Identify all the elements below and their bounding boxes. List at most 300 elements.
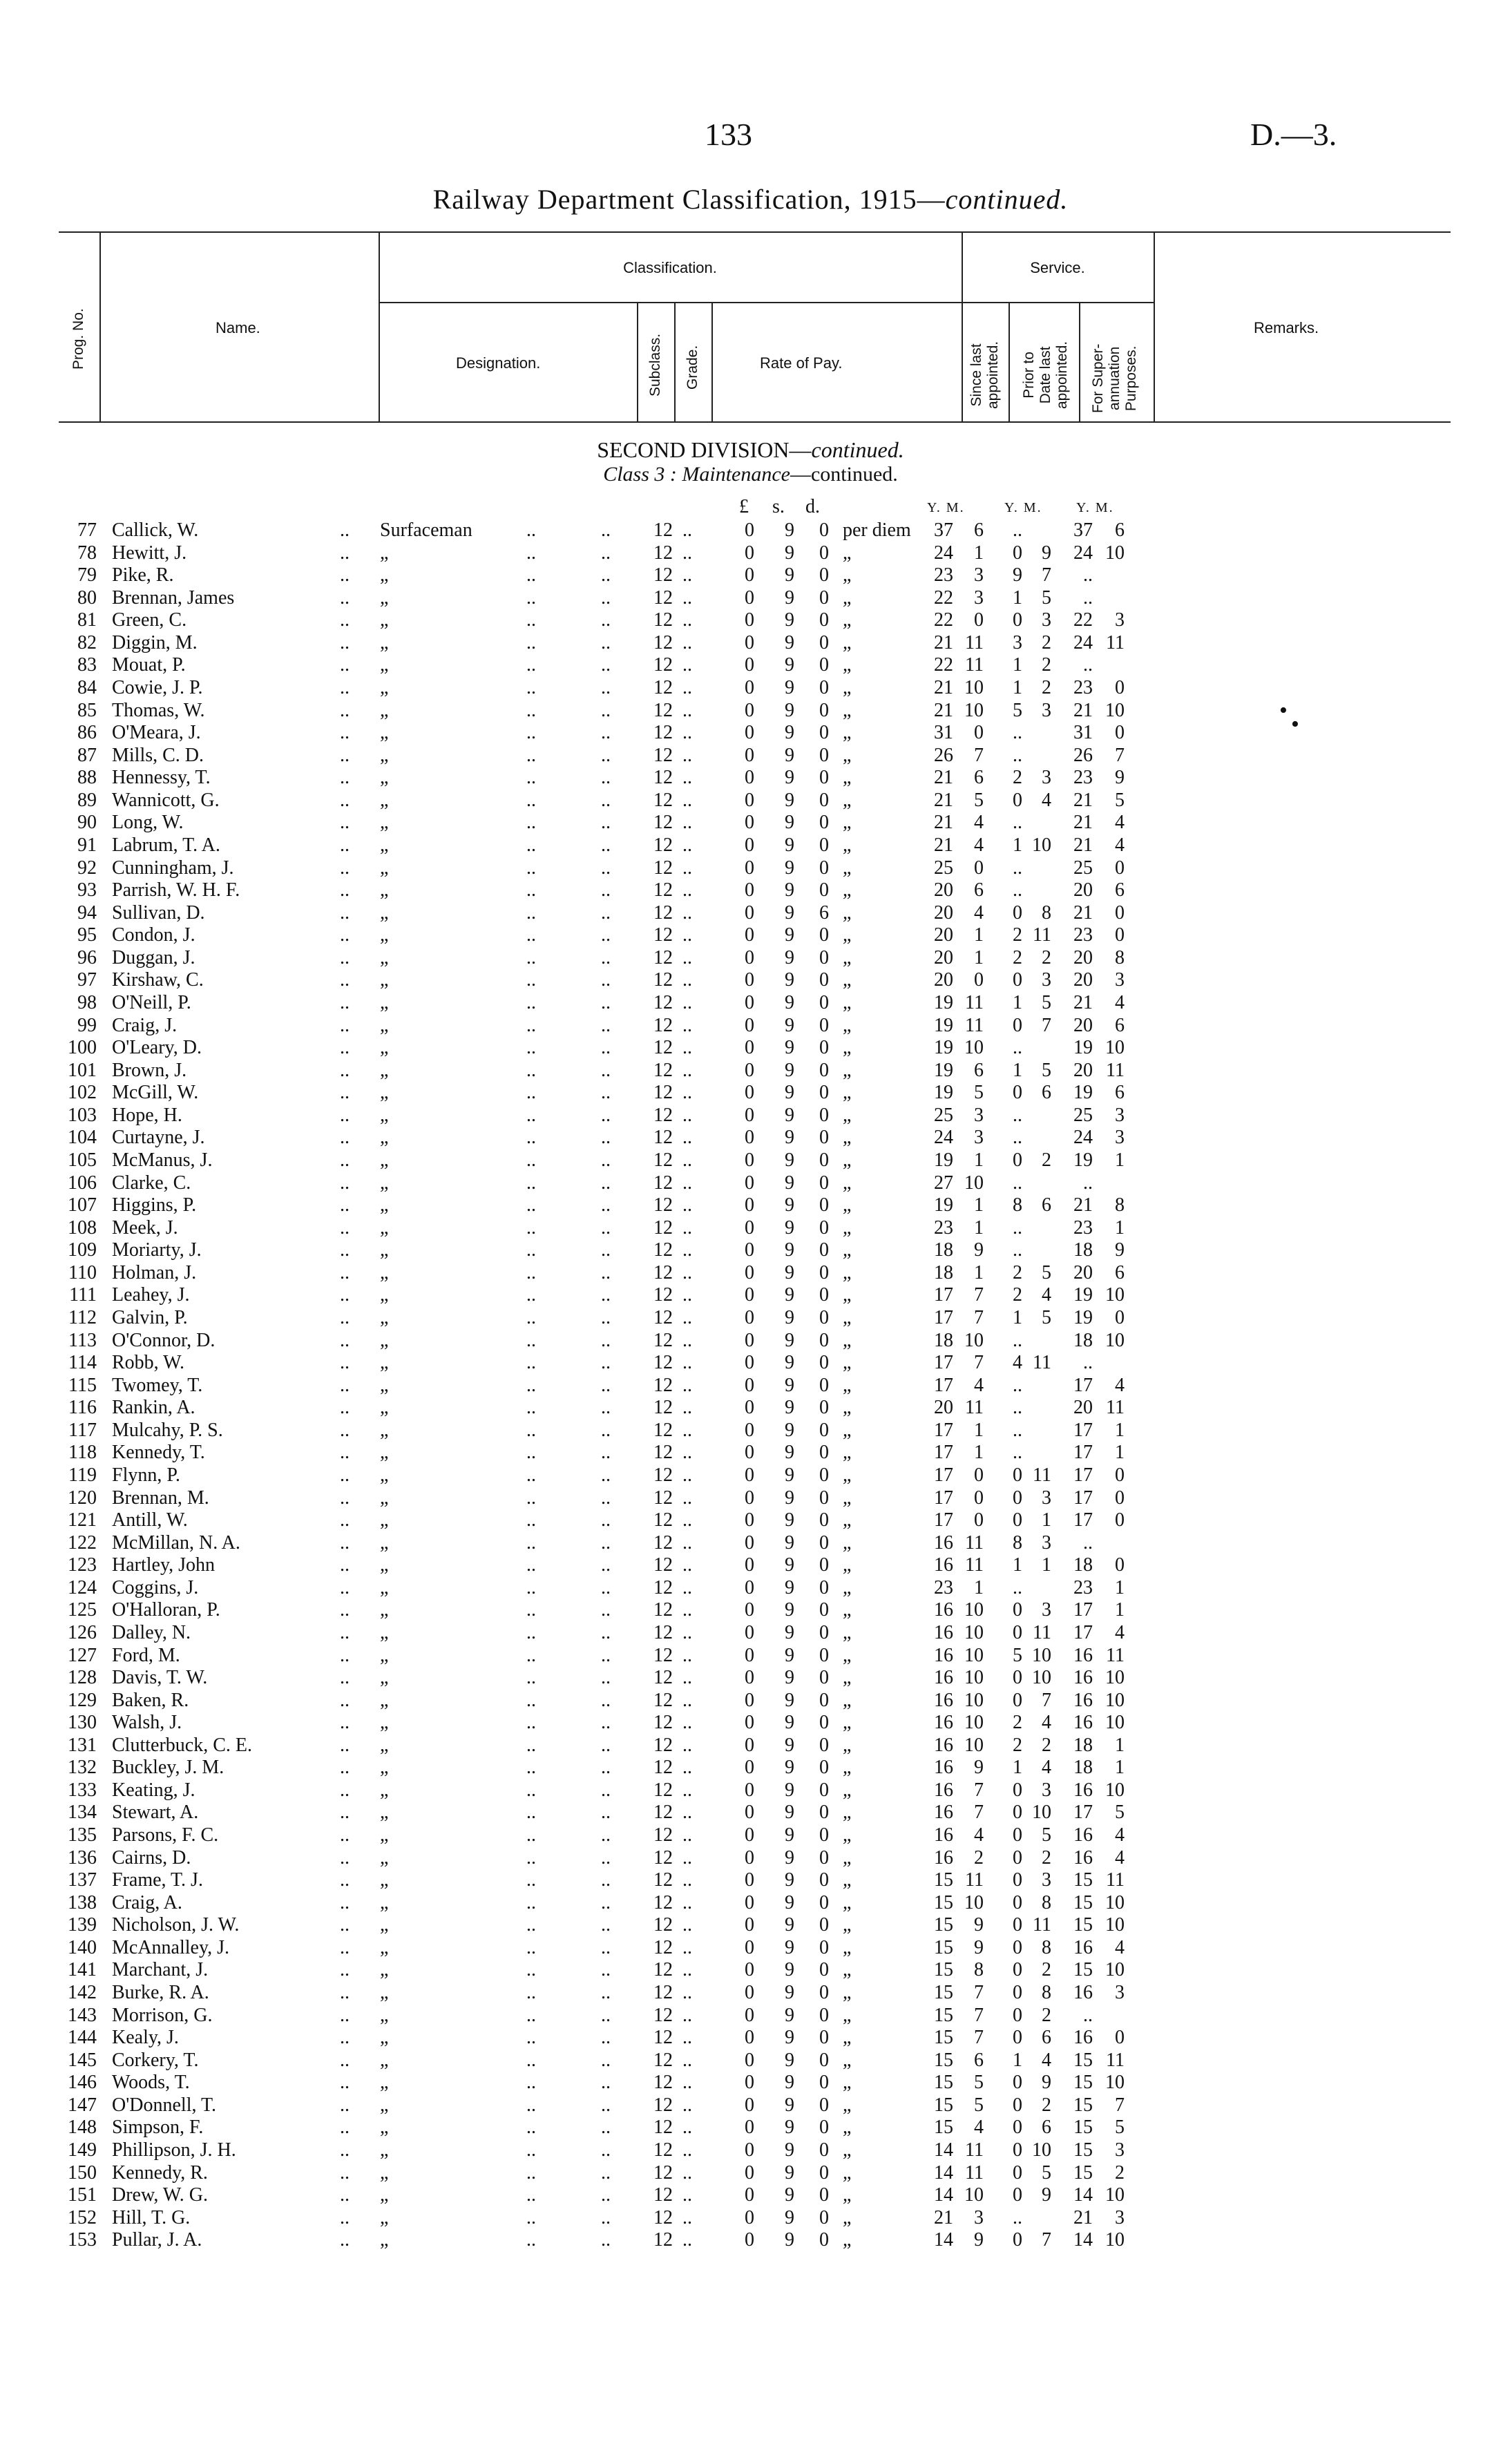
designation: „: [380, 1014, 389, 1036]
pay-shillings: 9: [785, 1261, 794, 1283]
grade: 12: [653, 1846, 673, 1869]
leader-dots: ..: [601, 2184, 611, 2206]
pay-period: „: [843, 2229, 852, 2251]
pay-shillings: 9: [785, 857, 794, 879]
pay-shillings: 9: [785, 744, 794, 766]
prior-years: 2: [1013, 767, 1022, 789]
pay-pence: 0: [819, 609, 829, 631]
prior-years: 2: [1013, 1712, 1022, 1734]
leader-dots: ..: [682, 1644, 692, 1666]
table-row: [0, 1824, 1501, 1846]
pay-pounds: 0: [745, 1284, 754, 1306]
pay-shillings: 9: [785, 1779, 794, 1801]
table-row: [0, 812, 1501, 834]
since-last-months: 1: [974, 924, 984, 946]
super-years: 17: [1073, 1487, 1093, 1509]
pay-period: „: [843, 1644, 852, 1666]
leader-dots: ..: [340, 1802, 350, 1824]
pay-period: „: [843, 2161, 852, 2184]
col-rule-3: [637, 302, 638, 423]
grade: 12: [653, 564, 673, 586]
leader-dots: ..: [526, 1982, 536, 2004]
leader-dots: ..: [340, 1644, 350, 1666]
leader-dots: ..: [526, 2206, 536, 2228]
pay-pence: 0: [819, 654, 829, 676]
grade: 12: [653, 857, 673, 879]
table-row: [0, 1982, 1501, 2004]
super-months: 10: [1105, 542, 1125, 564]
super-years: 21: [1073, 789, 1093, 811]
prior-years: 1: [1013, 991, 1022, 1013]
since-last-years: 14: [934, 2184, 953, 2206]
leader-dots: ..: [601, 654, 611, 676]
leader-dots: ..: [601, 1172, 611, 1194]
leader-dots: ..: [340, 1397, 350, 1419]
leader-dots: ..: [682, 1464, 692, 1486]
leader-dots: ..: [526, 857, 536, 879]
pay-pounds: 0: [745, 586, 754, 609]
pay-pounds: 0: [745, 1194, 754, 1216]
prog-no: 120: [68, 1487, 97, 1509]
prior-years: 0: [1013, 1014, 1022, 1036]
super-years: 37: [1073, 519, 1093, 541]
pay-pence: 0: [819, 1037, 829, 1059]
leader-dots: ..: [601, 1037, 611, 1059]
since-last-years: 26: [934, 744, 953, 766]
leader-dots: ..: [526, 1891, 536, 1913]
table-row: [0, 1352, 1501, 1374]
leader-dots: ..: [526, 1689, 536, 1711]
super-years: 19: [1073, 1082, 1093, 1104]
leader-dots: ..: [601, 767, 611, 789]
pay-shillings: 9: [785, 542, 794, 564]
pay-pounds: 0: [745, 1082, 754, 1104]
since-last-months: 7: [974, 1352, 984, 1374]
prog-no: 145: [68, 2049, 97, 2071]
table-row: [0, 2229, 1501, 2251]
prog-no: 148: [68, 2117, 97, 2139]
leader-dots: ..: [526, 834, 536, 856]
prior-years: 0: [1013, 1779, 1022, 1801]
pay-period: „: [843, 2117, 852, 2139]
pay-pence: 0: [819, 767, 829, 789]
since-last-years: 17: [934, 1442, 953, 1464]
prior-months: 6: [1042, 2027, 1051, 2049]
pay-pence: 0: [819, 1531, 829, 1554]
prog-no: 111: [69, 1284, 97, 1306]
leader-dots: ..: [601, 1216, 611, 1239]
prior-years: ..: [1013, 1216, 1022, 1239]
designation: „: [380, 1621, 389, 1643]
leader-dots: ..: [682, 1734, 692, 1756]
since-last-years: 15: [934, 1982, 953, 2004]
pay-pence: 0: [819, 879, 829, 901]
grade: 12: [653, 1779, 673, 1801]
leader-dots: ..: [601, 699, 611, 721]
super-months: 4: [1115, 834, 1125, 856]
pay-shillings: 9: [785, 1734, 794, 1756]
super-months: 8: [1115, 946, 1125, 968]
super-years: 23: [1073, 924, 1093, 946]
leader-dots: ..: [682, 1959, 692, 1981]
leader-dots: ..: [340, 879, 350, 901]
designation: „: [380, 991, 389, 1013]
table-row: [0, 834, 1501, 857]
pay-shillings: 9: [785, 2139, 794, 2161]
designation: „: [380, 1509, 389, 1531]
super-months: 5: [1115, 789, 1125, 811]
pay-pounds: 0: [745, 789, 754, 811]
super-years: 15: [1073, 2094, 1093, 2116]
grade: 12: [653, 2027, 673, 2049]
employee-name: Hill, T. G.: [112, 2206, 191, 2228]
super-years: 22: [1073, 609, 1093, 631]
pay-period: „: [843, 1352, 852, 1374]
prog-no: 142: [68, 1982, 97, 2004]
prog-no: 113: [68, 1329, 97, 1351]
since-last-months: 7: [974, 1306, 984, 1328]
table-row: [0, 1869, 1501, 1891]
prior-years: 0: [1013, 901, 1022, 924]
pay-period: „: [843, 1014, 852, 1036]
leader-dots: ..: [526, 2117, 536, 2139]
pay-shillings: 9: [785, 586, 794, 609]
since-last-months: 10: [964, 699, 984, 721]
leader-dots: ..: [526, 1959, 536, 1981]
prior-months: 5: [1042, 2161, 1051, 2184]
prior-years: ..: [1013, 1104, 1022, 1126]
pay-shillings: 9: [785, 1554, 794, 1576]
prior-months: 11: [1033, 1914, 1051, 1936]
pay-shillings: 9: [785, 1329, 794, 1351]
since-last-months: 10: [964, 676, 984, 698]
pay-period: „: [843, 676, 852, 698]
leader-dots: ..: [601, 1914, 611, 1936]
leader-dots: ..: [340, 924, 350, 946]
prior-months: 3: [1042, 1487, 1051, 1509]
prior-months: 11: [1033, 1352, 1051, 1374]
pay-shillings: 9: [785, 676, 794, 698]
prog-no: 123: [68, 1554, 97, 1576]
super-years: 18: [1073, 1239, 1093, 1261]
leader-dots: ..: [340, 1982, 350, 2004]
table-row: [0, 2117, 1501, 2139]
prior-years: 0: [1013, 2004, 1022, 2026]
prog-no: 107: [68, 1194, 97, 1216]
super-years: ..: [1083, 1172, 1093, 1194]
leader-dots: ..: [682, 1824, 692, 1846]
leader-dots: ..: [601, 1644, 611, 1666]
prog-no: 121: [68, 1509, 97, 1531]
leader-dots: ..: [601, 789, 611, 811]
super-months: 5: [1115, 1802, 1125, 1824]
grade: 12: [653, 2161, 673, 2184]
leader-dots: ..: [682, 1576, 692, 1598]
since-last-years: 22: [934, 586, 953, 609]
pay-period: „: [843, 1936, 852, 1958]
super-months: 0: [1115, 1306, 1125, 1328]
employee-name: Keating, J.: [112, 1779, 195, 1801]
super-months: 3: [1115, 609, 1125, 631]
leader-dots: ..: [340, 1757, 350, 1779]
pay-pounds: 0: [745, 2229, 754, 2251]
pay-period: „: [843, 1104, 852, 1126]
designation: „: [380, 834, 389, 856]
leader-dots: ..: [526, 1127, 536, 1149]
super-months: 0: [1115, 1464, 1125, 1486]
pay-shillings: 9: [785, 834, 794, 856]
prog-no: 152: [68, 2206, 97, 2228]
pay-shillings: 9: [785, 2161, 794, 2184]
super-years: 15: [1073, 2117, 1093, 2139]
super-years: 15: [1073, 1914, 1093, 1936]
prior-years: 0: [1013, 1689, 1022, 1711]
pay-shillings: 9: [785, 1374, 794, 1396]
grade: 12: [653, 1194, 673, 1216]
leader-dots: ..: [526, 1824, 536, 1846]
leader-dots: ..: [682, 834, 692, 856]
pay-pence: 0: [819, 924, 829, 946]
designation: „: [380, 722, 389, 744]
pay-pounds: 0: [745, 1014, 754, 1036]
prior-months: 8: [1042, 1982, 1051, 2004]
leader-dots: ..: [526, 1599, 536, 1621]
pay-shillings: 9: [785, 767, 794, 789]
prog-no: 115: [68, 1374, 97, 1396]
pay-shillings: 9: [785, 1914, 794, 1936]
pay-shillings: 9: [785, 1037, 794, 1059]
leader-dots: ..: [526, 1487, 536, 1509]
prior-months: 10: [1032, 1667, 1051, 1689]
leader-dots: ..: [526, 1757, 536, 1779]
since-last-years: 19: [934, 1082, 953, 1104]
super-months: 6: [1115, 1261, 1125, 1283]
header-prior-to-date: Prior to Date last appointed.: [1021, 341, 1070, 409]
class-heading: [0, 463, 1501, 486]
designation: „: [380, 2117, 389, 2139]
prior-months: 5: [1042, 1824, 1051, 1846]
table-row: [0, 947, 1501, 969]
since-last-years: 37: [934, 519, 953, 541]
pay-period: „: [843, 1779, 852, 1801]
leader-dots: ..: [682, 2184, 692, 2206]
grade: 12: [653, 1802, 673, 1824]
prog-no: 136: [68, 1846, 97, 1869]
leader-dots: ..: [526, 586, 536, 609]
prior-months: 5: [1042, 586, 1051, 609]
since-last-months: 0: [974, 1509, 984, 1531]
pay-pounds: 0: [745, 744, 754, 766]
super-years: 31: [1073, 722, 1093, 744]
pay-period: „: [843, 1667, 852, 1689]
designation: „: [380, 767, 389, 789]
prior-months: 3: [1042, 1869, 1051, 1891]
prior-years: 1: [1013, 1554, 1022, 1576]
leader-dots: ..: [526, 2161, 536, 2184]
leader-dots: ..: [682, 789, 692, 811]
since-last-years: 15: [934, 1914, 953, 1936]
table-row: [0, 2207, 1501, 2229]
pay-pounds: 0: [745, 1127, 754, 1149]
table-row: [0, 924, 1501, 946]
super-years: 18: [1073, 1757, 1093, 1779]
prior-months: 1: [1042, 1554, 1051, 1576]
leader-dots: ..: [526, 1261, 536, 1283]
pay-pounds: 0: [745, 1397, 754, 1419]
since-last-months: 6: [974, 767, 984, 789]
pay-shillings: 9: [785, 1689, 794, 1711]
header-grade: Grade.: [685, 345, 700, 390]
since-last-years: 20: [934, 901, 953, 924]
leader-dots: ..: [601, 1306, 611, 1328]
leader-dots: ..: [601, 1487, 611, 1509]
super-months: 4: [1115, 1824, 1125, 1846]
pay-period: „: [843, 1374, 852, 1396]
pay-period: „: [843, 586, 852, 609]
table-row: [0, 1847, 1501, 1869]
employee-name: Craig, A.: [112, 1891, 182, 1913]
grade: 12: [653, 1644, 673, 1666]
prior-years: 2: [1013, 1261, 1022, 1283]
col-rule-9: [1154, 231, 1155, 423]
leader-dots: ..: [601, 2004, 611, 2026]
since-last-months: 4: [974, 2117, 984, 2139]
leader-dots: ..: [682, 1419, 692, 1441]
since-last-months: 5: [974, 2094, 984, 2116]
leader-dots: ..: [340, 1037, 350, 1059]
prog-no: 103: [68, 1104, 97, 1126]
leader-dots: ..: [682, 1306, 692, 1328]
prior-years: 0: [1013, 1487, 1022, 1509]
since-last-months: 11: [965, 2161, 984, 2184]
leader-dots: ..: [601, 1531, 611, 1554]
pay-pence: 0: [819, 991, 829, 1013]
pay-pence: 0: [819, 1261, 829, 1283]
prior-months: 4: [1042, 1712, 1051, 1734]
leader-dots: ..: [526, 767, 536, 789]
super-years: 21: [1073, 991, 1093, 1013]
leader-dots: ..: [682, 2117, 692, 2139]
designation: „: [380, 1712, 389, 1734]
leader-dots: ..: [340, 834, 350, 856]
stray-mark-1: •: [1279, 698, 1288, 723]
super-months: 0: [1115, 857, 1125, 879]
pay-pounds: 0: [745, 1059, 754, 1081]
super-years: 16: [1073, 1667, 1093, 1689]
pay-period: „: [843, 991, 852, 1013]
leader-dots: ..: [526, 1644, 536, 1666]
grade: 12: [653, 1149, 673, 1171]
since-last-months: 9: [974, 1914, 984, 1936]
super-years: 20: [1073, 879, 1093, 901]
leader-dots: ..: [601, 722, 611, 744]
title-continued: continued.: [945, 184, 1069, 215]
super-years: 20: [1073, 1397, 1093, 1419]
super-months: 0: [1115, 676, 1125, 698]
since-last-months: 9: [974, 1239, 984, 1261]
prior-years: ..: [1013, 879, 1022, 901]
pay-period: „: [843, 924, 852, 946]
super-months: 4: [1115, 1621, 1125, 1643]
pay-pounds: 0: [745, 2184, 754, 2206]
pay-pounds: 0: [745, 2049, 754, 2071]
designation: „: [380, 654, 389, 676]
pay-shillings: 9: [785, 1082, 794, 1104]
leader-dots: ..: [601, 1509, 611, 1531]
grade: 12: [653, 1464, 673, 1486]
page-title: [0, 183, 1501, 216]
leader-dots: ..: [526, 1734, 536, 1756]
table-row: [0, 1420, 1501, 1442]
pay-pounds: 0: [745, 1734, 754, 1756]
leader-dots: ..: [682, 1082, 692, 1104]
grade: 12: [653, 991, 673, 1013]
pay-pence: 0: [819, 1059, 829, 1081]
employee-name: Nicholson, J. W.: [112, 1914, 240, 1936]
prog-no: 131: [68, 1734, 97, 1756]
pay-pounds: 0: [745, 946, 754, 968]
leader-dots: ..: [682, 2229, 692, 2251]
since-last-years: 14: [934, 2229, 953, 2251]
pay-pence: 0: [819, 1104, 829, 1126]
table-row: [0, 632, 1501, 654]
prior-years: 0: [1013, 1149, 1022, 1171]
super-years: ..: [1083, 2004, 1093, 2026]
super-years: 17: [1073, 1599, 1093, 1621]
leader-dots: ..: [526, 969, 536, 991]
leader-dots: ..: [682, 1531, 692, 1554]
grade: 12: [653, 1059, 673, 1081]
since-last-months: 8: [974, 1959, 984, 1981]
leader-dots: ..: [340, 1059, 350, 1081]
prog-no: 133: [68, 1779, 97, 1801]
prog-no: 114: [68, 1352, 97, 1374]
pay-period: „: [843, 609, 852, 631]
prior-years: 1: [1013, 2049, 1022, 2071]
super-years: ..: [1083, 564, 1093, 586]
prior-months: 8: [1042, 1936, 1051, 1958]
designation: „: [380, 1149, 389, 1171]
table-row: [0, 1172, 1501, 1194]
pay-shillings: 9: [785, 1846, 794, 1869]
employee-name: Rankin, A.: [112, 1397, 195, 1419]
since-last-months: 9: [974, 1936, 984, 1958]
leader-dots: ..: [340, 1284, 350, 1306]
pay-shillings: 9: [785, 1802, 794, 1824]
since-last-years: 19: [934, 1037, 953, 1059]
super-months: 3: [1115, 2139, 1125, 2161]
leader-dots: ..: [601, 946, 611, 968]
pay-pounds: 0: [745, 1149, 754, 1171]
leader-dots: ..: [601, 2027, 611, 2049]
grade: 12: [653, 542, 673, 564]
prog-no: 144: [68, 2027, 97, 2049]
super-years: 25: [1073, 1104, 1093, 1126]
pay-period: „: [843, 879, 852, 901]
leader-dots: ..: [682, 2139, 692, 2161]
since-last-years: 14: [934, 2161, 953, 2184]
pay-shillings: 9: [785, 1599, 794, 1621]
col-rule-8: [1079, 302, 1080, 423]
since-last-years: 21: [934, 676, 953, 698]
since-last-months: 7: [974, 1779, 984, 1801]
super-years: 16: [1073, 1689, 1093, 1711]
pay-shillings: 9: [785, 1757, 794, 1779]
prior-years: ..: [1013, 1127, 1022, 1149]
leader-dots: ..: [340, 542, 350, 564]
year-month-unit-since: Y. M.: [927, 500, 965, 515]
prior-months: 2: [1042, 676, 1051, 698]
